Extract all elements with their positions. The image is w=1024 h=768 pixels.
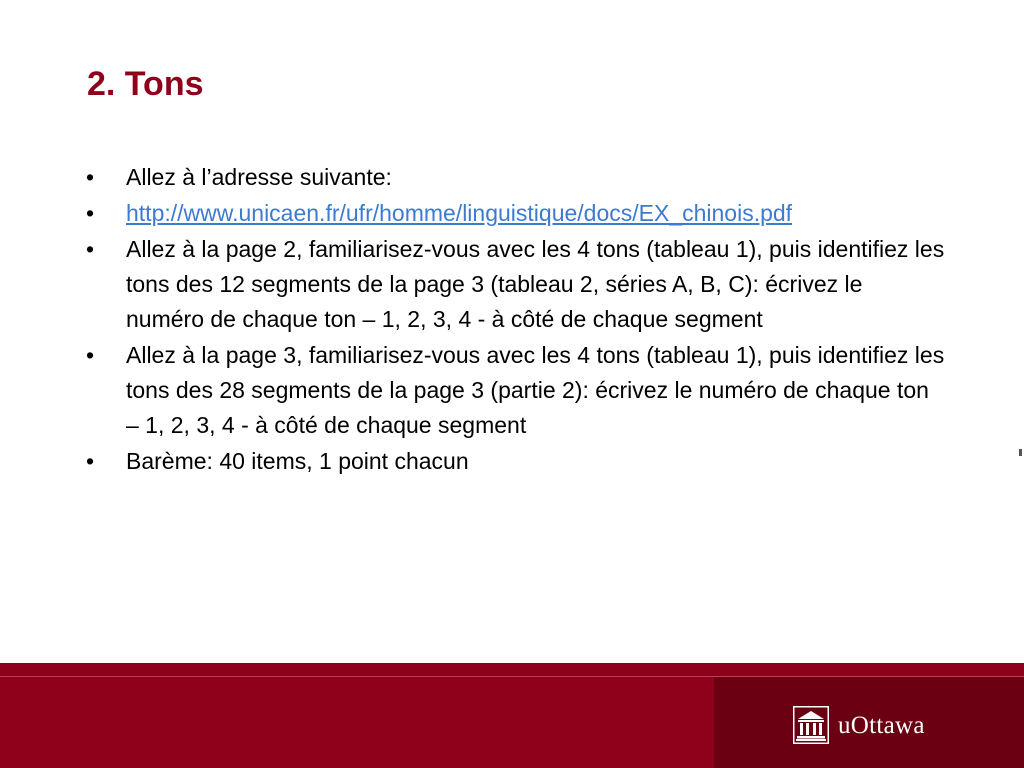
bullet-text: Allez à la page 3, familiarisez-vous avec les 4 tons (tableau 1), puis identifiez les tons des 28 segments de la page 3 (partie 2): écrivez le numéro de chaque ton – 1, 2, 3, 4 - à côté de chaque segment [126,342,945,438]
bullet-marker: • [86,342,95,368]
slide-title: 2. Tons [87,65,204,103]
logo-wordmark: uOttawa [838,712,925,739]
bullet-marker: • [86,200,95,226]
bullet-item [86,338,946,443]
bullet-item [86,232,946,337]
bullet-text: Allez à la page 2, familiarisez-vous avec les 4 tons (tableau 1), puis identifiez les tons des 12 segments de la page 3 (tableau 2, séries A, B, C): écrivez le numéro de chaque ton – 1, 2, 3, 4 - à côté de chaque segment [126,236,945,332]
bullet-marker: • [86,448,95,474]
bullet-text: Allez à l’adresse suivante: [126,164,392,190]
stray-mark [1019,449,1022,456]
bullet-item [86,160,946,195]
bullet-item [86,444,946,479]
bullet-item [86,196,946,231]
university-building-icon [793,706,829,744]
bullet-marker: • [86,236,95,262]
bullet-text: Barème: 40 items, 1 point chacun [126,448,469,474]
document-link[interactable]: http://www.unicaen.fr/ufr/homme/linguistique/docs/EX_chinois.pdf [126,200,793,226]
bullet-list [86,160,946,480]
bullet-marker: • [86,164,95,190]
